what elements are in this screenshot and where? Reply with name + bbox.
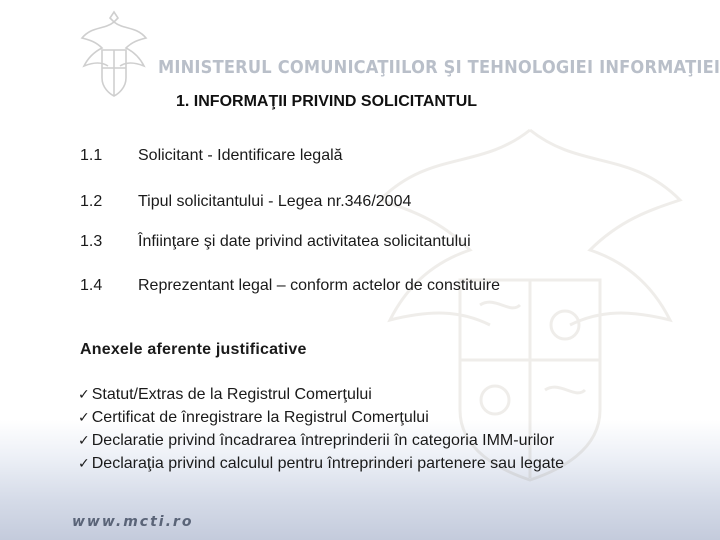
item-number: 1.3	[80, 233, 103, 250]
list-item-text: Declaraţia privind calculul pentru întreprinderi partenere sau legate	[91, 455, 564, 472]
item-number: 1.2	[80, 193, 103, 210]
section-title: 1. INFORMAŢII PRIVIND SOLICITANTUL	[176, 93, 478, 110]
item-number: 1.1	[80, 147, 103, 164]
list-item-text: Statut/Extras de la Registrul Comerţului	[91, 386, 372, 403]
annex-list	[78, 383, 564, 475]
item-text: Solicitant - Identificare legală	[138, 147, 343, 164]
ministry-name: MINISTERUL COMUNICAŢIILOR ŞI TEHNOLOGIEI INFORMAŢIEI	[158, 58, 720, 78]
list-item-text: Certificat de înregistrare la Registrul Comerţului	[91, 409, 429, 426]
checkmark-icon: ✓	[78, 410, 90, 426]
list-item	[78, 383, 564, 406]
list-item	[78, 452, 564, 475]
item-text: Reprezentant legal – conform actelor de constituire	[138, 277, 500, 294]
list-item	[78, 429, 564, 452]
checkmark-icon: ✓	[78, 433, 90, 449]
item-text: Tipul solicitantului - Legea nr.346/2004	[138, 193, 412, 210]
ministry-emblem-icon	[78, 8, 150, 100]
list-item-text: Declaratie privind încadrarea întreprinderii în categoria IMM-urilor	[91, 432, 555, 449]
item-text: Înfiinţare şi date privind activitatea solicitantului	[138, 233, 471, 250]
checkmark-icon: ✓	[78, 387, 90, 403]
annex-heading: Anexele aferente justificative	[80, 341, 307, 358]
item-number: 1.4	[80, 277, 103, 294]
footer-url: www.mcti.ro	[72, 514, 194, 530]
checkmark-icon: ✓	[78, 456, 90, 472]
list-item	[78, 406, 564, 429]
